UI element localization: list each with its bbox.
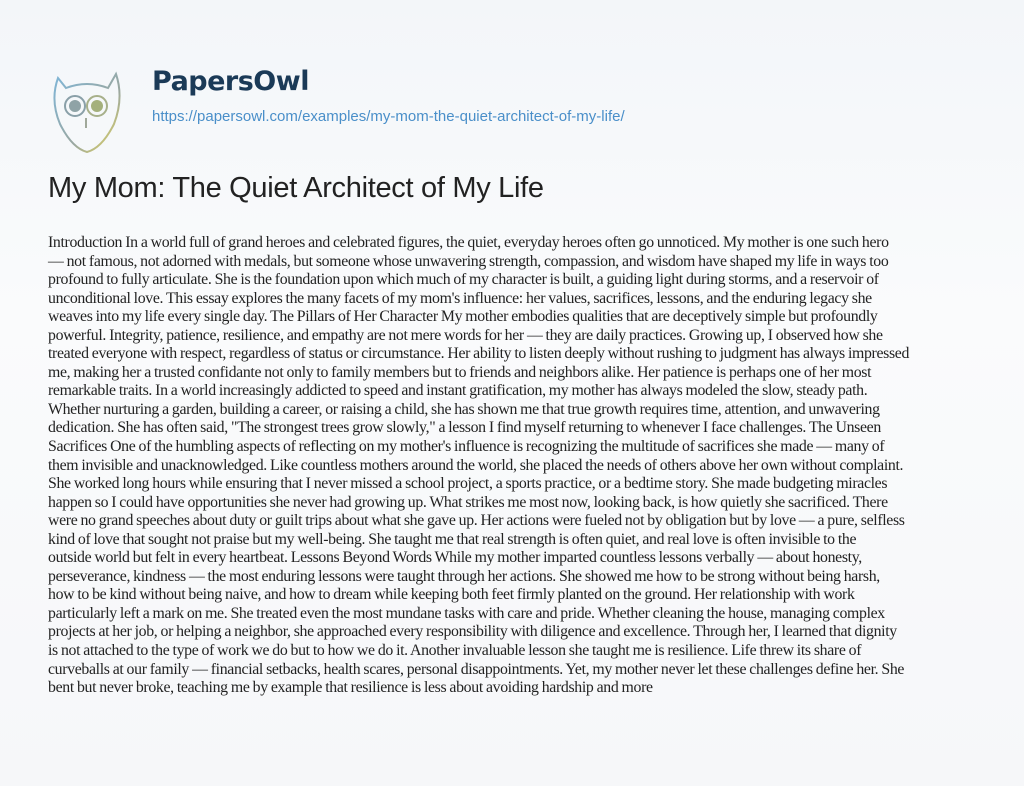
essay-line: Whether nurturing a garden, building a career, or raising a child, she has shown me that true growth requires time, attention, and unwavering — [48, 400, 880, 418]
essay-line: powerful. Integrity, patience, resilience, and empathy are not mere words for her — they are daily practices. Growing up, I observed how she — [48, 326, 883, 344]
essay-line: She worked long hours while ensuring that I never missed a school project, a sports practice, or a bedtime story. She made budgeting miracles — [48, 475, 888, 493]
essay-line: kind of love that sought not praise but my well-being. She taught me that real strength is often quiet, and real love is often invisible to the — [48, 530, 857, 548]
essay-line: them invisible and unacknowledged. Like countless mothers around the world, she placed the needs of others above her own without complaint. — [48, 456, 904, 474]
essay-line: curveballs at our family — financial setbacks, health scares, personal disappointments. Yet, my mother never let these challenges define her. She — [48, 660, 905, 678]
essay-line: particularly left a mark on me. She treated even the most mundane tasks with care and pride. Whether cleaning the house, managing complex — [48, 604, 885, 622]
page-title: My Mom: The Quiet Architect of My Life — [48, 172, 544, 204]
essay-line: weaves into my life every single day. The Pillars of Her Character My mother embodies qualities that are deceptively simple but profoundly — [48, 308, 878, 326]
essay-line: happen so I could have opportunities she never had growing up. What strikes me most now, looking back, is how quietly she sacrificed. There — [48, 493, 888, 511]
essay-line: is not attached to the type of work we do but to how we do it. Another invaluable lesson she taught me is resilience. Life threw its share of — [48, 642, 862, 660]
essay-line: how to be kind without being naive, and how to dream while keeping both feet firmly planted on the ground. Her relationship with work — [48, 586, 855, 604]
essay-line: were no grand speeches about duty or guilt trips about what she gave up. Her actions were fueled not by obligation but by love — a pure, selfless — [48, 512, 905, 530]
essay-line: projects at her job, or helping a neighbor, she approached every responsibility with diligence and excellence. Through her, I learned that dignity — [48, 623, 897, 641]
essay-line: dedication. She has often said, "The strongest trees grow slowly," a lesson I find myself returning to whenever I face challenges. The Unseen — [48, 419, 881, 437]
essay-body — [48, 234, 998, 698]
essay-line: Sacrifices One of the humbling aspects of reflecting on my mother's influence is recognizing the multitude of sacrifices she made — many of — [48, 438, 885, 456]
essay-line: profound to fully articulate. She is the foundation upon which much of my character is built, a guiding light during storms, and a reservoir of — [48, 271, 879, 289]
essay-line: outside world but felt in every heartbeat. Lessons Beyond Words While my mother imparted countless lessons verbally — about honesty, — [48, 549, 862, 567]
essay-line: Introduction In a world full of grand heroes and celebrated figures, the quiet, everyday heroes often go unnoticed. My mother is one such hero — [48, 234, 889, 251]
brand-name: PapersOwl — [152, 66, 309, 97]
papersowl-logo-icon — [52, 68, 122, 154]
essay-line: remarkable traits. In a world increasingly addicted to speed and instant gratification, my mother has always modeled the slow, steady path. — [48, 382, 868, 400]
essay-line: unconditional love. This essay explores the many facets of my mom's influence: her values, sacrifices, lessons, and the enduring legacy she — [48, 289, 872, 307]
essay-line: perseverance, kindness — the most enduring lessons were taught through her actions. She showed me how to be strong without being harsh, — [48, 567, 880, 585]
essay-line: me, making her a trusted confidante not only to family members but to friends and neighbors alike. Her patience is perhaps one of her most — [48, 363, 872, 381]
source-url-link[interactable]: https://papersowl.com/examples/my-mom-the-quiet-architect-of-my-life/ — [152, 108, 625, 125]
essay-line: — not famous, not adorned with medals, but someone whose unwavering strength, compassion, and wisdom have shaped my life in ways too — [48, 252, 889, 270]
essay-line: treated everyone with respect, regardless of status or circumstance. Her ability to listen deeply without rushing to judgment has always impressed — [48, 345, 910, 363]
essay-line: bent but never broke, teaching me by example that resilience is less about avoiding hardship and more — [48, 679, 653, 697]
